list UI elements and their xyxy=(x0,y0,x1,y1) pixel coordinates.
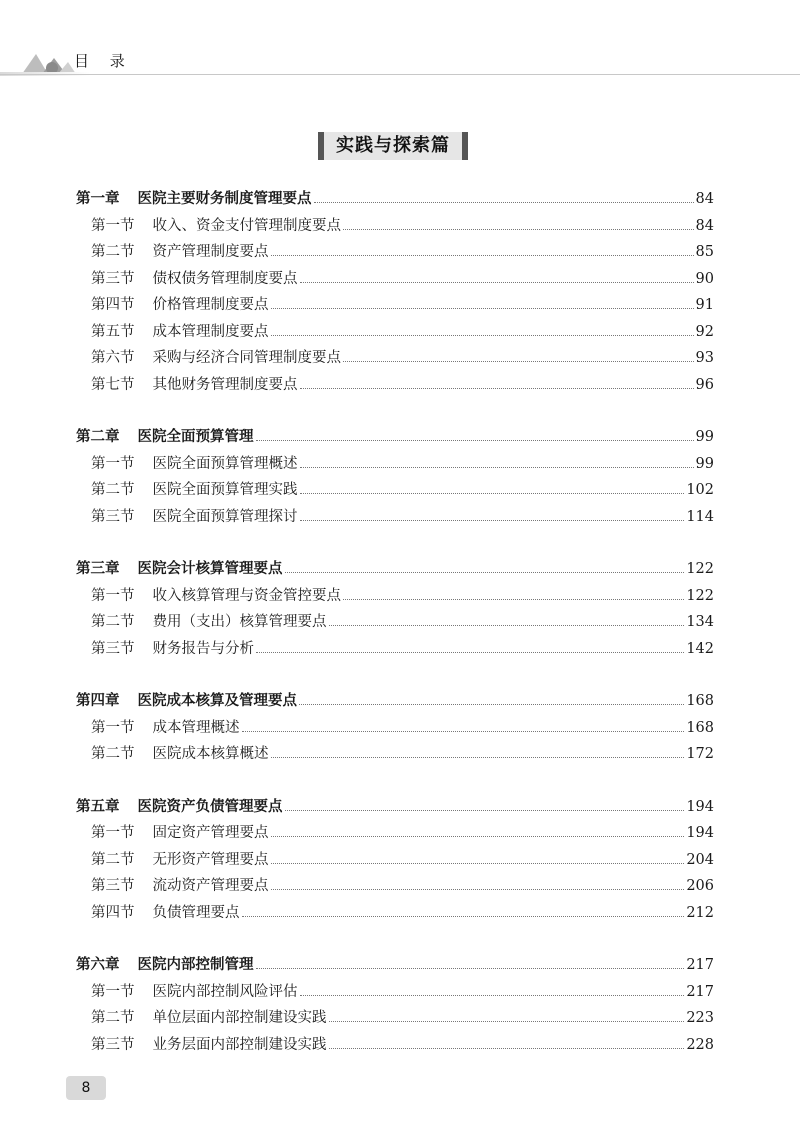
dot-leader xyxy=(300,504,685,521)
header-rule xyxy=(0,74,800,75)
page-number: 8 xyxy=(66,1076,106,1100)
toc-section-entry-page: 194 xyxy=(686,825,714,841)
dot-leader xyxy=(343,345,694,362)
toc-section-entry-prefix: 第一节 xyxy=(91,825,135,841)
toc-section-entry-page: 217 xyxy=(686,983,714,1000)
toc-chapter-entry[interactable] xyxy=(76,952,714,979)
toc-chapter-entry-title: 医院全面预算管理 xyxy=(137,428,254,445)
toc-chapter xyxy=(76,688,714,768)
toc-section-entry-prefix: 第五节 xyxy=(91,323,135,340)
toc-chapter-entry-title: 医院资产负债管理要点 xyxy=(137,797,283,815)
toc-section-entry-page: 206 xyxy=(686,878,714,894)
toc-section-entry-title: 收入核算管理与资金管控要点 xyxy=(152,587,341,604)
toc-section-entry-prefix: 第七节 xyxy=(91,376,135,393)
dot-leader xyxy=(256,424,694,441)
dot-leader xyxy=(271,820,685,837)
toc-section-entry-prefix: 第一节 xyxy=(91,719,135,736)
toc-section-entry-title: 负债管理要点 xyxy=(152,904,240,921)
toc-section-entry-prefix: 第一节 xyxy=(91,587,135,604)
toc-section-entry-title: 资产管理制度要点 xyxy=(152,244,269,260)
toc-section-entry[interactable] xyxy=(76,847,714,874)
toc-section-entry[interactable] xyxy=(76,451,714,478)
toc-section-entry-title: 医院内部控制风险评估 xyxy=(152,983,298,1000)
toc-chapter-entry-page: 84 xyxy=(695,191,714,207)
toc-section-entry-page: 122 xyxy=(686,587,714,604)
toc-section-entry[interactable] xyxy=(76,266,714,293)
toc-chapter-entry[interactable] xyxy=(76,688,714,715)
dot-leader xyxy=(343,213,694,230)
toc-chapter-entry-page: 99 xyxy=(695,429,714,445)
toc-chapter-entry-title: 医院会计核算管理要点 xyxy=(137,560,283,577)
toc-section-entry[interactable] xyxy=(76,213,714,240)
toc-section-entry-prefix: 第一节 xyxy=(91,217,135,234)
toc-chapter xyxy=(76,186,714,398)
toc-section-entry[interactable] xyxy=(76,319,714,346)
toc-chapter-entry-page: 194 xyxy=(686,798,714,815)
toc-section-entry-page: 85 xyxy=(695,244,714,260)
toc-section-entry[interactable] xyxy=(76,636,714,663)
toc-section-entry-page: 102 xyxy=(686,482,714,498)
table-of-contents xyxy=(76,186,714,1084)
toc-section-entry[interactable] xyxy=(76,900,714,927)
toc-chapter-entry[interactable] xyxy=(76,186,714,213)
toc-section-entry[interactable] xyxy=(76,1032,714,1059)
toc-section-entry-title: 财务报告与分析 xyxy=(152,640,254,657)
dot-leader xyxy=(299,688,684,705)
dot-leader xyxy=(300,266,694,283)
toc-section-entry-page: 84 xyxy=(695,217,714,234)
toc-section-entry-prefix: 第二节 xyxy=(91,851,135,868)
section-title: 实践与探索篇 xyxy=(336,135,450,156)
toc-section-entry-title: 成本管理制度要点 xyxy=(152,323,269,340)
toc-chapter-entry[interactable] xyxy=(76,556,714,583)
toc-section-entry-prefix: 第三节 xyxy=(91,878,135,894)
toc-section-entry-prefix: 第三节 xyxy=(91,270,135,287)
toc-section-entry-page: 212 xyxy=(686,904,714,921)
toc-chapter-entry-title: 医院主要财务制度管理要点 xyxy=(137,190,312,207)
toc-section-entry-page: 93 xyxy=(695,350,714,366)
toc-section-entry-page: 168 xyxy=(686,719,714,736)
toc-section-entry-title: 单位层面内部控制建设实践 xyxy=(152,1010,327,1026)
toc-section-entry-prefix: 第二节 xyxy=(91,1010,135,1026)
toc-section-entry-title: 价格管理制度要点 xyxy=(152,297,269,313)
toc-section-entry-page: 172 xyxy=(686,746,714,762)
toc-section-entry-page: 99 xyxy=(695,455,714,472)
toc-chapter xyxy=(76,556,714,662)
toc-chapter-entry[interactable] xyxy=(76,424,714,451)
toc-section-entry-title: 债权债务管理制度要点 xyxy=(152,270,298,287)
toc-section-entry[interactable] xyxy=(76,609,714,636)
toc-section-entry-page: 90 xyxy=(695,270,714,287)
dot-leader xyxy=(329,1032,685,1049)
toc-section-entry-prefix: 第二节 xyxy=(91,746,135,762)
toc-section-entry-title: 采购与经济合同管理制度要点 xyxy=(152,350,341,366)
toc-section-entry-prefix: 第三节 xyxy=(91,1036,135,1053)
toc-section-entry[interactable] xyxy=(76,477,714,504)
toc-chapter-entry-prefix: 第二章 xyxy=(76,428,120,445)
toc-section-entry[interactable] xyxy=(76,292,714,319)
toc-section-entry-title: 医院成本核算概述 xyxy=(152,746,269,762)
toc-chapter xyxy=(76,952,714,1058)
toc-chapter-entry-prefix: 第一章 xyxy=(76,190,120,207)
toc-section-entry[interactable] xyxy=(76,345,714,372)
dot-leader xyxy=(271,873,685,890)
toc-section-entry-title: 收入、资金支付管理制度要点 xyxy=(152,217,341,234)
dot-leader xyxy=(300,477,685,494)
dot-leader xyxy=(285,794,685,811)
dot-leader xyxy=(271,319,694,336)
dot-leader xyxy=(256,952,685,969)
toc-chapter xyxy=(76,424,714,530)
toc-chapter-entry-page: 168 xyxy=(686,693,714,709)
toc-section-entry[interactable] xyxy=(76,820,714,847)
toc-section-entry-title: 固定资产管理要点 xyxy=(152,825,269,841)
toc-chapter-entry-page: 122 xyxy=(686,561,714,577)
toc-section-entry-prefix: 第六节 xyxy=(91,350,135,366)
dot-leader xyxy=(271,239,694,256)
toc-section-entry-prefix: 第三节 xyxy=(91,508,135,525)
toc-section-entry-page: 92 xyxy=(695,323,714,340)
page-header xyxy=(0,40,800,80)
toc-section-entry-prefix: 第四节 xyxy=(91,297,135,313)
dot-leader xyxy=(271,847,685,864)
dot-leader xyxy=(314,186,694,203)
toc-section-entry-page: 228 xyxy=(686,1036,714,1053)
toc-section-entry-title: 无形资产管理要点 xyxy=(152,851,269,868)
toc-section-entry-title: 医院全面预算管理概述 xyxy=(152,455,298,472)
toc-section-entry-prefix: 第二节 xyxy=(91,614,135,630)
toc-section-entry[interactable] xyxy=(76,873,714,900)
dot-leader xyxy=(271,741,685,758)
dot-leader xyxy=(242,715,685,732)
dot-leader xyxy=(300,979,685,996)
toc-chapter-entry-title: 医院成本核算及管理要点 xyxy=(137,692,297,709)
header-label: 目 录 xyxy=(74,52,133,70)
toc-section-entry-page: 142 xyxy=(686,640,714,657)
toc-section-entry-prefix: 第二节 xyxy=(91,482,135,498)
toc-section-entry-prefix: 第一节 xyxy=(91,983,135,1000)
toc-section-entry-title: 其他财务管理制度要点 xyxy=(152,376,298,393)
toc-section-entry-prefix: 第一节 xyxy=(91,455,135,472)
toc-section-entry-prefix: 第二节 xyxy=(91,244,135,260)
dot-leader xyxy=(242,900,685,917)
toc-section-entry-title: 费用（支出）核算管理要点 xyxy=(152,614,327,630)
toc-section-entry[interactable] xyxy=(76,715,714,742)
toc-section-entry-title: 医院全面预算管理探讨 xyxy=(152,508,298,525)
section-banner xyxy=(318,132,468,160)
toc-chapter-entry[interactable] xyxy=(76,794,714,821)
toc-section-entry[interactable] xyxy=(76,979,714,1006)
toc-section-entry[interactable] xyxy=(76,583,714,610)
dot-leader xyxy=(343,583,684,600)
toc-section-entry[interactable] xyxy=(76,504,714,531)
dot-leader xyxy=(256,636,684,653)
toc-section-entry-page: 223 xyxy=(686,1010,714,1026)
toc-chapter-entry-prefix: 第五章 xyxy=(76,797,120,815)
dot-leader xyxy=(285,556,685,573)
toc-section-entry[interactable] xyxy=(76,239,714,266)
toc-chapter-entry-page: 217 xyxy=(686,957,714,973)
dot-leader xyxy=(300,451,694,468)
toc-section-entry-prefix: 第三节 xyxy=(91,640,135,657)
toc-chapter-entry-title: 医院内部控制管理 xyxy=(137,956,254,973)
toc-chapter-entry-prefix: 第六章 xyxy=(76,956,120,973)
dot-leader xyxy=(300,372,694,389)
toc-section-entry-prefix: 第四节 xyxy=(91,904,135,921)
toc-section-entry-page: 204 xyxy=(686,851,714,868)
toc-section-entry-page: 134 xyxy=(686,614,714,630)
toc-section-entry-title: 成本管理概述 xyxy=(152,719,240,736)
dot-leader xyxy=(329,609,685,626)
toc-section-entry-title: 业务层面内部控制建设实践 xyxy=(152,1036,327,1053)
toc-chapter-entry-prefix: 第三章 xyxy=(76,560,120,577)
toc-section-entry[interactable] xyxy=(76,741,714,768)
toc-section-entry-page: 114 xyxy=(686,508,714,525)
toc-chapter-entry-prefix: 第四章 xyxy=(76,692,120,709)
toc-section-entry-page: 96 xyxy=(695,376,714,393)
toc-section-entry[interactable] xyxy=(76,1005,714,1032)
toc-section-entry-page: 91 xyxy=(695,297,714,313)
toc-section-entry[interactable] xyxy=(76,372,714,399)
dot-leader xyxy=(271,292,694,309)
dot-leader xyxy=(329,1005,685,1022)
toc-section-entry-title: 流动资产管理要点 xyxy=(152,878,269,894)
toc-section-entry-title: 医院全面预算管理实践 xyxy=(152,482,298,498)
toc-chapter xyxy=(76,794,714,927)
